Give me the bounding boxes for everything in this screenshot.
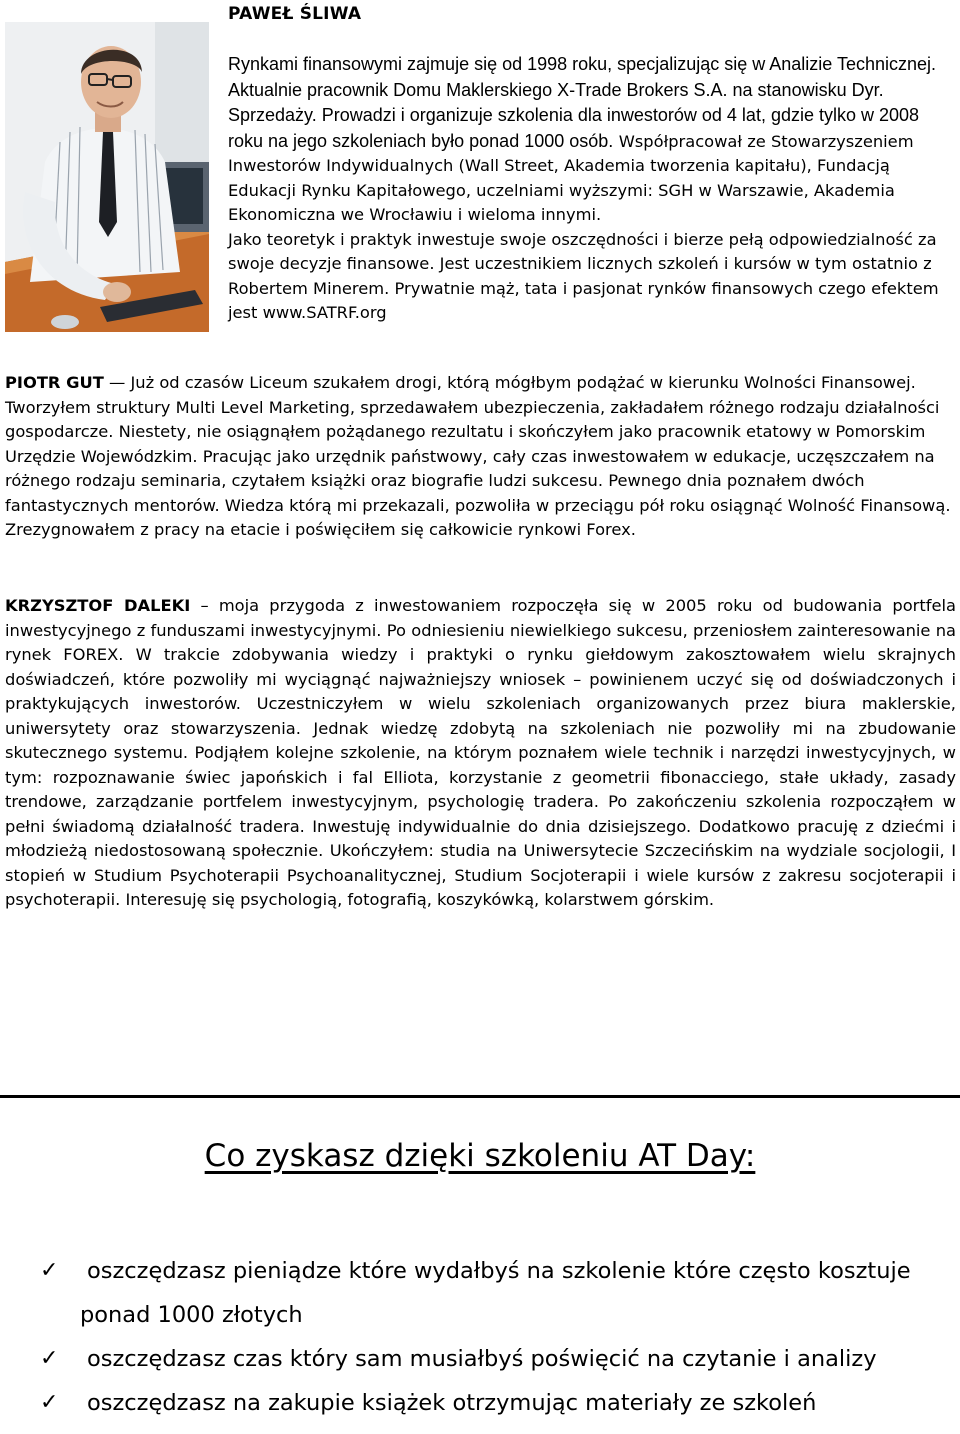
- bio-text: moja przygoda z inwestowaniem rozpoczęła się w 2005 roku od budowania portfela inwestycyjnego z funduszami inwestycyjnymi. Po odniesieniu niewielkiego sukcesu, przeniosłem zainteresowanie na rynek FOREX. W trakcie zdobywania wiedzy i praktyki o rynku giełdowym zakosztowałem wielu skrajnych doświadczeń, które pozwoliły mi wyciągnąć najważniejszy wniosek – powinienem uczyć się od doświadczonych i praktykujących inwestorów. Uczestniczyłem w wielu szkoleniach organizowanych przez biura maklerskie, uniwersytety oraz stowarzyszenia. Jednak wiedzę zdobytą na szkoleniach nie pozwoliły mi na zbudowanie skutecznego systemu. Podjąłem kolejne szkolenie, na którym poznałem wiele technik i narzędzi inwestycyjnych, w tym: rozpoznawanie świec japońskich i fal Elliota, korzystanie z geometrii fibonacciego, stałe układy, zasady trendowe, zarządzanie portfelem inwestycyjnym, psychologię tradera. Po zakończeniu szkolenia rozpocząłem w pełni świadomą działalność tradera. Inwestuję indywidualnie do dnia dzisiejszego. Dodatkowo pracuję z dziećmi i młodzieżą niedostosowaną społecznie. Ukończyłem: studia na Uniwersytecie Szczecińskim na wydziale socjologii, I stopień w Studium Psychoterapii Psychoanalitycznej, Studium Socjoterapii i wiele kursów z zakresu socjoterapii i psychoterapii. Interesuję się psychologią, fotografią, koszykówką, kolarstwem górskim.: [5, 596, 956, 909]
- benefits-list: [0, 1258, 960, 1434]
- person-bio-piotr-gut: [5, 371, 956, 543]
- person-photo-illustration: [5, 22, 209, 332]
- benefit-text: oszczędzasz na zakupie książek otrzymując materiały ze szkoleń: [87, 1390, 817, 1416]
- checkmark-icon: ✓: [40, 1390, 59, 1415]
- person-name-piotr-gut: PIOTR GUT: [5, 373, 104, 392]
- bio-part-1: Rynkami finansowymi zajmuje się od 1998 roku, specjalizując się w Analizie Technicznej. Aktualnie pracownik Domu Maklerskiego X-Trade Brokers S.A. na stanowisku Dyr. Sprzedaży. Prowadzi i organizuje szkolenia dla inwestorów od 4 lat, gdzie tylko w 2008 roku na jego szkoleniach było ponad 1000 osób.: [228, 54, 937, 151]
- person-name-krzysztof-daleki: KRZYSZTOF DALEKI: [5, 596, 191, 615]
- section-divider: [0, 1095, 960, 1098]
- checkmark-icon: ✓: [40, 1346, 59, 1371]
- name-separator: –: [190, 596, 219, 615]
- person-bio-pawel-sliwa: [228, 52, 956, 326]
- name-separator: —: [103, 373, 131, 392]
- bio-part-3: Jako teoretyk i praktyk inwestuje swoje oszczędności i bierze pełą odpowiedzialność za swoje decyzje finansowe. Jest uczestnikiem licznych szkoleń i kursów w tym ostatnio z Robertem Minerem. Prywatnie mąż, tata i pasjonat rynków finansowych czego efektem jest www.SATRF.org: [228, 229, 939, 322]
- benefit-item-3: [0, 1390, 960, 1434]
- bio-text: Już od czasów Liceum szukałem drogi, którą mógłbym podążać w kierunku Wolności Finansowej. Tworzyłem struktury Multi Level Marketing, sprzedawałem ubezpieczenia, zakładałem różnego rodzaju działalności gospodarcze. Niestety, nie osiągnąłem pożądanego rezultatu i skończyłem jako pracownik etatowy w Pomorskim Urzędzie Wojewódzkim. Pracując jako urzędnik państwowy, cały czas inwestowałem w edukacje, uczęszczałem na różnego rodzaju seminaria, czytałem książki oraz biografie ludzi sukcesu. Pewnego dnia poznałem dwóch fantastycznych mentorów. Wiedza którą mi przekazali, pozwoliła w przeciągu pół roku osiągnąć Wolność Finansową. Zrezygnowałem z pracy na etacie i poświęciłem się całkowicie rynkowi Forex.: [5, 373, 951, 539]
- bio-part-2: Współpracował ze Stowarzyszeniem Inwestorów Indywidualnych (Wall Street, Akademia tworzenia kapitału), Fundacją Edukacji Rynku Kapitałowego, uczelniami wyższymi: SGH w Warszawie, Akademia Ekonomiczna we Wrocławiu i wieloma innymi.: [228, 131, 914, 224]
- person-bio-krzysztof-daleki: [5, 594, 956, 913]
- benefit-item-1: [0, 1258, 960, 1346]
- person-name-pawel-sliwa: PAWEŁ ŚLIWA: [228, 4, 362, 24]
- benefit-text: oszczędzasz czas który sam musiałbyś poświęcić na czytanie i analizy: [87, 1346, 877, 1372]
- benefits-heading: Co zyskasz dzięki szkoleniu AT Day:: [204, 1138, 756, 1174]
- checkmark-icon: ✓: [40, 1258, 59, 1283]
- benefit-item-2: [0, 1346, 960, 1390]
- benefit-text: oszczędzasz pieniądze które wydałbyś na szkolenie które często kosztuje: [87, 1258, 911, 1284]
- benefit-text-continued: ponad 1000 złotych: [80, 1302, 303, 1328]
- person-photo: [5, 22, 209, 332]
